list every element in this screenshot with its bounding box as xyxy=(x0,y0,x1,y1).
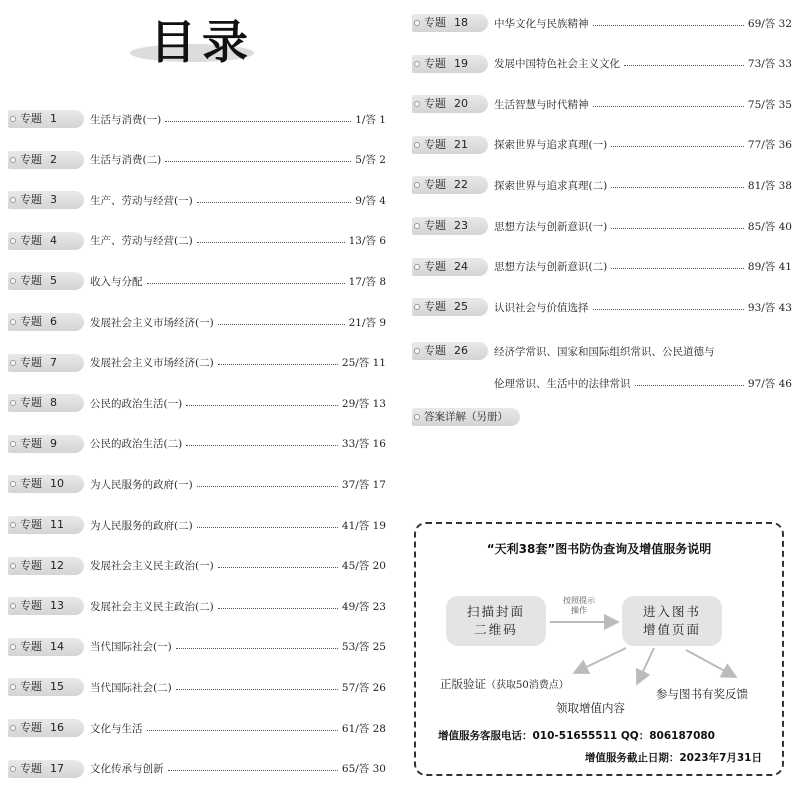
topic-number: 12 xyxy=(50,558,64,572)
topic-tab xyxy=(8,516,84,534)
bullet-icon xyxy=(414,61,420,67)
topic-title: 生活与消费(一) xyxy=(90,113,162,126)
topic-tab xyxy=(412,55,488,73)
bullet-icon xyxy=(10,360,16,366)
topic-number: 10 xyxy=(50,477,64,491)
page-ref: 65/答 30 xyxy=(341,763,386,776)
bullet-icon xyxy=(414,264,420,270)
topic-tab xyxy=(412,95,488,113)
topic-tab xyxy=(412,217,488,235)
toc-row-11[interactable] xyxy=(8,516,386,534)
dot-leader xyxy=(197,202,352,203)
topic-number: 14 xyxy=(50,639,64,653)
topic-label: 专题 xyxy=(20,761,42,775)
topic-number: 7 xyxy=(50,355,57,369)
topic-number: 25 xyxy=(454,300,468,314)
toc-entry xyxy=(494,136,792,154)
topic-number: 18 xyxy=(454,16,468,29)
toc-row-13[interactable] xyxy=(8,597,386,615)
topic-number: 2 xyxy=(50,152,57,166)
toc-entry xyxy=(90,516,386,534)
topic-title: 当代国际社会(一) xyxy=(90,641,172,654)
step1-line1: 扫描封面 xyxy=(466,604,525,619)
dot-leader xyxy=(218,364,338,365)
topic-label: 专题 xyxy=(20,477,42,491)
service-box xyxy=(414,522,784,776)
topic-label: 专题 xyxy=(20,315,42,328)
topic-number: 21 xyxy=(454,137,468,151)
contact-info: 增值服务客服电话：010-51655511 QQ：806187080 xyxy=(438,730,715,742)
bullet-icon xyxy=(10,157,16,163)
verify-label xyxy=(440,676,569,692)
topic-number: 11 xyxy=(50,518,64,531)
page-ref: 5/答 2 xyxy=(355,154,386,167)
toc-row-26[interactable] xyxy=(412,342,792,360)
toc-row-20[interactable] xyxy=(412,95,792,113)
topic-number: 8 xyxy=(50,396,57,410)
topic-number: 6 xyxy=(50,315,57,328)
toc-row-26-cont[interactable] xyxy=(412,374,792,392)
topic-tab xyxy=(412,298,488,316)
topic-title: 生产、劳动与经营(一) xyxy=(90,194,193,207)
page-title: 目录 xyxy=(150,15,254,69)
topic-tab xyxy=(8,151,84,169)
toc-row-18[interactable] xyxy=(412,14,792,32)
toc-entry xyxy=(90,678,386,696)
topic-title: 发展社会主义市场经济(二) xyxy=(90,357,214,370)
toc-row-4[interactable] xyxy=(8,232,386,250)
dot-leader xyxy=(635,385,744,386)
dot-leader xyxy=(186,445,338,446)
page-ref: 85/答 40 xyxy=(747,220,792,233)
bullet-icon xyxy=(10,441,16,447)
content-label: 领取增值内容 xyxy=(556,701,625,715)
topic-tab xyxy=(412,342,488,360)
verify-text: 正版验证 xyxy=(440,677,486,691)
topic-title-line1: 经济学常识、国家和国际组织常识、公民道德与 xyxy=(494,345,715,358)
dot-leader xyxy=(165,161,351,162)
topic-tab xyxy=(8,232,84,250)
page-ref: 13/答 6 xyxy=(348,235,386,248)
topic-label: 专题 xyxy=(424,56,446,70)
topic-label: 专题 xyxy=(20,436,42,450)
topic-label: 专题 xyxy=(20,639,42,653)
topic-tab xyxy=(8,191,84,209)
topic-tab xyxy=(8,313,84,331)
toc-row-21[interactable] xyxy=(412,136,792,154)
toc-row-25[interactable] xyxy=(412,298,792,316)
bullet-icon xyxy=(414,414,420,420)
answer-label: 答案详解（另册） xyxy=(424,411,508,423)
topic-title: 公民的政治生活(一) xyxy=(90,397,183,410)
page-ref: 97/答 46 xyxy=(747,377,792,390)
hint-line1: 按照提示 xyxy=(563,596,595,605)
toc-row-19[interactable] xyxy=(412,55,792,73)
toc-entry xyxy=(90,760,386,778)
topic-label: 专题 xyxy=(20,152,42,166)
page-ref: 25/答 11 xyxy=(341,357,386,370)
bullet-icon xyxy=(414,142,420,148)
topic-label: 专题 xyxy=(20,518,42,531)
topic-tab xyxy=(412,176,488,194)
topic-title: 当代国际社会(二) xyxy=(90,681,172,694)
topic-label: 专题 xyxy=(20,355,42,369)
topic-title: 生活与消费(二) xyxy=(90,154,162,167)
hint-text xyxy=(558,596,600,616)
bullet-icon xyxy=(10,319,16,325)
dot-leader xyxy=(197,486,338,487)
page-ref: 21/答 9 xyxy=(348,316,386,329)
topic-number: 19 xyxy=(454,56,468,70)
step2-line1: 进入图书 xyxy=(642,604,701,619)
toc-row-23[interactable] xyxy=(412,217,792,235)
topic-label: 专题 xyxy=(20,193,42,207)
bullet-icon xyxy=(10,522,16,528)
topic-label: 专题 xyxy=(424,137,446,151)
bullet-icon xyxy=(10,684,16,690)
topic-tab xyxy=(8,719,84,737)
toc-row-6[interactable] xyxy=(8,313,386,331)
topic-number: 1 xyxy=(50,112,57,125)
toc-entry xyxy=(90,719,386,737)
topic-number: 9 xyxy=(50,436,57,450)
topic-tab xyxy=(8,760,84,778)
toc-row-22[interactable] xyxy=(412,176,792,194)
topic-label: 专题 xyxy=(20,721,42,734)
toc-entry xyxy=(494,55,792,73)
topic-title: 公民的政治生活(二) xyxy=(90,438,183,451)
page-ref: 37/答 17 xyxy=(341,478,386,491)
dot-leader xyxy=(176,648,338,649)
toc-entry xyxy=(90,151,386,169)
toc-entry xyxy=(90,191,386,209)
bullet-icon xyxy=(414,304,420,310)
dot-leader xyxy=(186,405,338,406)
topic-label: 专题 xyxy=(424,219,446,232)
toc-entry xyxy=(90,557,386,575)
toc-entry xyxy=(90,435,386,453)
toc-entry xyxy=(90,272,386,290)
bullet-icon xyxy=(414,20,420,26)
topic-number: 24 xyxy=(454,259,468,273)
topic-label: 专题 xyxy=(424,259,446,273)
toc-row-9[interactable] xyxy=(8,435,386,453)
dot-leader xyxy=(218,324,345,325)
toc-entry xyxy=(90,313,386,331)
topic-label: 专题 xyxy=(424,300,446,314)
toc-entry xyxy=(494,217,792,235)
topic-title: 文化与生活 xyxy=(90,722,143,735)
topic-tab xyxy=(8,394,84,412)
page-ref: 9/答 4 xyxy=(355,194,386,207)
topic-tab xyxy=(412,14,488,32)
topic-number: 5 xyxy=(50,274,57,288)
page-ref: 61/答 28 xyxy=(341,722,386,735)
reward-label: 参与图书有奖反馈 xyxy=(656,687,748,701)
topic-number: 23 xyxy=(454,219,468,232)
bullet-icon xyxy=(10,481,16,487)
topic-title: 发展社会主义民主政治(一) xyxy=(90,560,214,573)
page-ref: 81/答 38 xyxy=(747,179,792,192)
toc-entry xyxy=(494,95,792,113)
dot-leader xyxy=(197,527,338,528)
topic-title: 思想方法与创新意识(一) xyxy=(494,220,608,233)
arrow-down-icon xyxy=(638,648,654,682)
bullet-icon xyxy=(10,603,16,609)
bullet-icon xyxy=(414,101,420,107)
toc-row-24[interactable] xyxy=(412,258,792,276)
page-ref: 33/答 16 xyxy=(341,438,386,451)
topic-title: 思想方法与创新意识(二) xyxy=(494,261,608,274)
topic-title: 收入与分配 xyxy=(90,275,143,288)
bullet-icon xyxy=(10,197,16,203)
topic-label: 专题 xyxy=(20,274,42,288)
dot-leader xyxy=(611,268,744,269)
topic-title: 探索世界与追求真理(一) xyxy=(494,139,608,152)
toc-entry xyxy=(494,374,792,392)
bullet-icon xyxy=(10,400,16,406)
toc-row-17[interactable] xyxy=(8,760,386,778)
toc-entry xyxy=(90,354,386,372)
toc-entry xyxy=(90,597,386,615)
toc-entry xyxy=(494,258,792,276)
topic-tab xyxy=(8,597,84,615)
page-ref: 45/答 20 xyxy=(341,560,386,573)
toc-row-1[interactable] xyxy=(8,110,386,128)
toc-entry xyxy=(494,14,792,32)
topic-tab xyxy=(8,475,84,493)
topic-title-line2: 伦理常识、生活中的法律常识 xyxy=(494,377,631,390)
topic-number: 4 xyxy=(50,233,57,247)
topic-tab xyxy=(8,354,84,372)
toc-row-7[interactable] xyxy=(8,354,386,372)
dot-leader xyxy=(147,730,338,731)
topic-title: 为人民服务的政府(二) xyxy=(90,519,193,532)
toc-entry xyxy=(90,394,386,412)
topic-number: 13 xyxy=(50,599,64,613)
topic-tab xyxy=(412,136,488,154)
dot-leader xyxy=(218,567,338,568)
topic-number: 3 xyxy=(50,193,57,207)
topic-title: 生产、劳动与经营(二) xyxy=(90,235,193,248)
bullet-icon xyxy=(414,223,420,229)
step-enter-page xyxy=(622,596,722,646)
topic-title: 发展社会主义市场经济(一) xyxy=(90,316,214,329)
page-ref: 41/答 19 xyxy=(341,519,386,532)
dot-leader xyxy=(176,689,338,690)
page-ref: 77/答 36 xyxy=(747,139,792,152)
topic-number: 15 xyxy=(50,680,64,694)
bullet-icon xyxy=(10,725,16,731)
topic-label: 专题 xyxy=(20,233,42,247)
arrow-down-left-icon xyxy=(576,648,626,672)
verify-note: （获取50消费点） xyxy=(486,680,569,691)
toc-row-8[interactable] xyxy=(8,394,386,412)
topic-title: 文化传承与创新 xyxy=(90,763,164,776)
toc-row-15[interactable] xyxy=(8,678,386,696)
dot-leader xyxy=(624,65,744,66)
bullet-icon xyxy=(10,563,16,569)
dot-leader xyxy=(197,242,345,243)
topic-tab xyxy=(8,638,84,656)
toc-entry xyxy=(90,638,386,656)
dot-leader xyxy=(593,25,744,26)
bullet-icon xyxy=(10,116,16,122)
toc-row-14[interactable] xyxy=(8,638,386,656)
topic-title: 生活智慧与时代精神 xyxy=(494,98,589,111)
step2-line2: 增值页面 xyxy=(642,622,701,637)
page-ref: 89/答 41 xyxy=(747,261,792,274)
toc-entry xyxy=(494,298,792,316)
bullet-icon xyxy=(10,644,16,650)
toc-row-2[interactable] xyxy=(8,151,386,169)
topic-tab xyxy=(8,557,84,575)
topic-number: 16 xyxy=(50,721,64,734)
page-ref: 53/答 25 xyxy=(341,641,386,654)
step1-line2: 二维码 xyxy=(474,622,518,637)
toc-row-3[interactable] xyxy=(8,191,386,209)
dot-leader xyxy=(611,187,744,188)
topic-label: 专题 xyxy=(424,97,446,111)
dot-leader xyxy=(165,121,351,122)
dot-leader xyxy=(611,146,744,147)
bullet-icon xyxy=(414,348,420,354)
dot-leader xyxy=(147,283,345,284)
toc-title-block xyxy=(130,6,260,69)
service-title: “天利38套”图书防伪查询及增值服务说明 xyxy=(486,542,712,556)
topic-label: 专题 xyxy=(20,396,42,410)
dot-leader xyxy=(593,309,744,310)
topic-label: 专题 xyxy=(20,112,42,125)
dot-leader xyxy=(168,770,338,771)
page-ref: 57/答 26 xyxy=(341,681,386,694)
toc-entry xyxy=(494,342,792,360)
toc-row-16[interactable] xyxy=(8,719,386,737)
topic-tab xyxy=(8,110,84,128)
topic-title: 认识社会与价值选择 xyxy=(494,301,589,314)
toc-row-12[interactable] xyxy=(8,557,386,575)
topic-tab xyxy=(8,678,84,696)
dot-leader xyxy=(593,106,744,107)
page-ref: 93/答 43 xyxy=(747,301,792,314)
topic-number: 20 xyxy=(454,97,468,111)
topic-title: 探索世界与追求真理(二) xyxy=(494,179,608,192)
topic-title: 中华文化与民族精神 xyxy=(494,17,589,30)
hint-line2: 操作 xyxy=(571,606,587,615)
topic-label: 专题 xyxy=(20,599,42,613)
page-ref: 1/答 1 xyxy=(355,113,386,126)
bullet-icon xyxy=(414,182,420,188)
toc-entry xyxy=(494,176,792,194)
toc-row-5[interactable] xyxy=(8,272,386,290)
bullet-icon xyxy=(10,278,16,284)
topic-title: 为人民服务的政府(一) xyxy=(90,478,193,491)
topic-title: 发展社会主义民主政治(二) xyxy=(90,600,214,613)
topic-label: 专题 xyxy=(424,16,446,29)
topic-number: 17 xyxy=(50,761,64,775)
bullet-icon xyxy=(10,238,16,244)
toc-entry xyxy=(90,232,386,250)
page-ref: 17/答 8 xyxy=(348,275,386,288)
topic-label: 专题 xyxy=(20,558,42,572)
toc-entry xyxy=(90,475,386,493)
arrow-down-right-icon xyxy=(686,650,734,676)
page-ref: 73/答 33 xyxy=(747,58,792,71)
topic-label: 专题 xyxy=(20,680,42,694)
bullet-icon xyxy=(10,766,16,772)
toc-entry xyxy=(90,110,386,128)
topic-tab xyxy=(412,258,488,276)
answer-row[interactable] xyxy=(412,408,792,426)
topic-tab xyxy=(8,435,84,453)
step-scan-cover xyxy=(446,596,546,646)
topic-label: 专题 xyxy=(424,178,446,192)
dot-leader xyxy=(611,228,744,229)
topic-tab xyxy=(8,272,84,290)
page-ref: 49/答 23 xyxy=(341,600,386,613)
topic-number: 22 xyxy=(454,178,468,192)
topic-label: 专题 xyxy=(424,344,446,357)
deadline-info: 增值服务截止日期：2023年7月31日 xyxy=(584,752,762,764)
page-ref: 69/答 32 xyxy=(747,17,792,30)
dot-leader xyxy=(218,608,338,609)
page-ref: 29/答 13 xyxy=(341,397,386,410)
page-ref: 75/答 35 xyxy=(747,98,792,111)
topic-number: 26 xyxy=(454,344,468,357)
toc-row-10[interactable] xyxy=(8,475,386,493)
answer-tab xyxy=(412,408,520,426)
topic-title: 发展中国特色社会主义文化 xyxy=(494,58,620,71)
